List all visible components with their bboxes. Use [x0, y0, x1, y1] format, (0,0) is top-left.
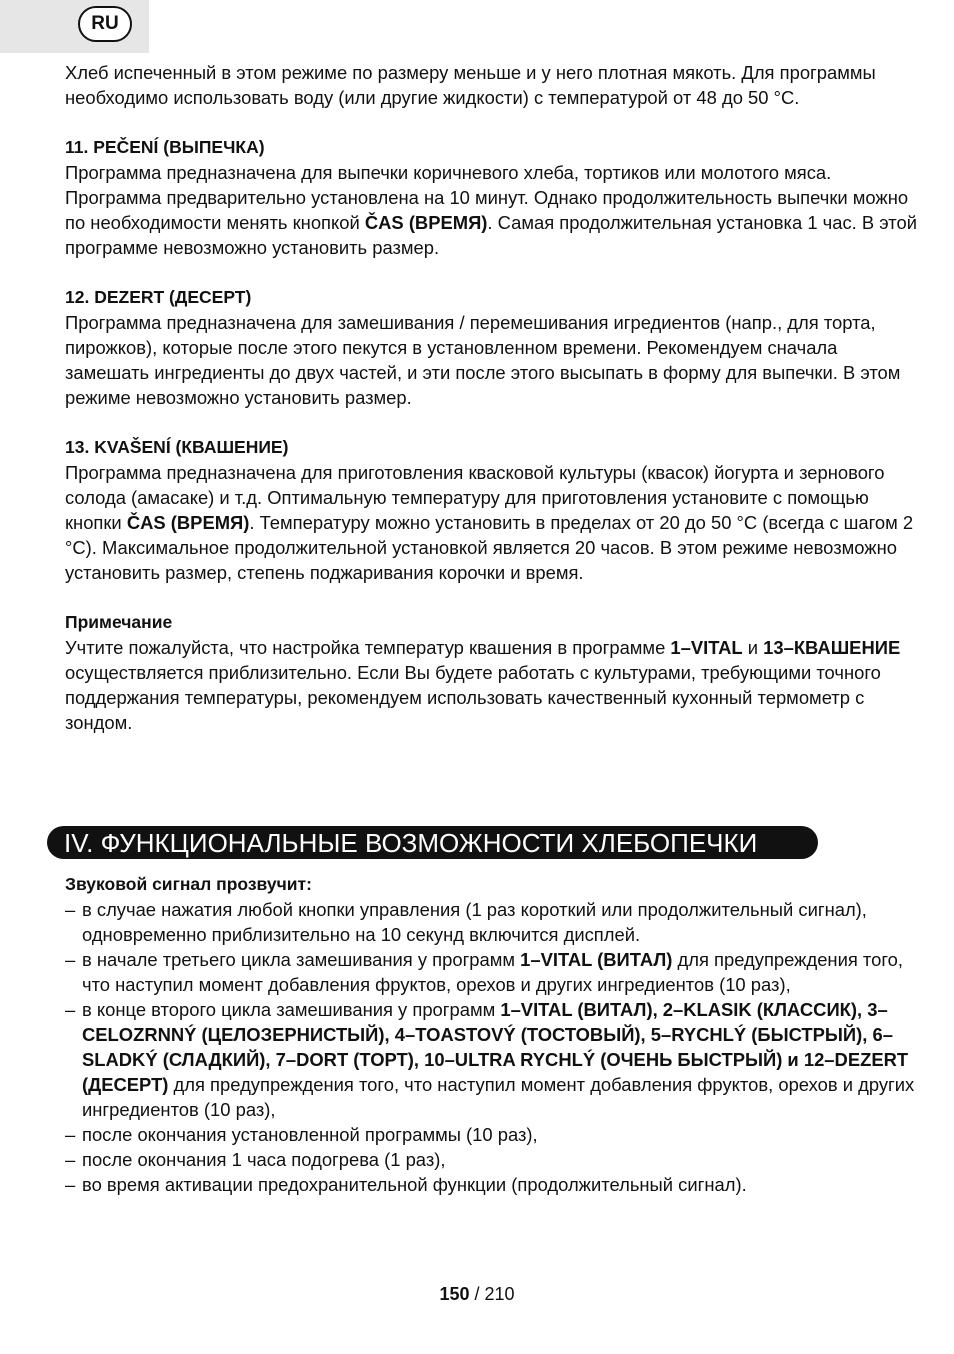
list-item: – в случае нажатия любой кнопки управления (1 раз короткий или продолжительный сигнал), одновременно приблизительно на 10 секунд включится дисплей. [65, 899, 867, 945]
list-item: – в конце второго цикла замешивания у программ 1–VITAL (ВИТАЛ), 2–KLASIK (КЛАССИК), 3–CELOZRNNÝ (ЦЕЛОЗЕРНИСТЫЙ), 4–TOASTOVÝ (ТОСТОВЫЙ), 5–RYCHLÝ (БЫСТРЫЙ), 6–SLADKÝ (СЛАДКИЙ), 7–DORT (ТОРТ), 10–ULTRA RYCHLÝ (ОЧЕНЬ БЫСТРЫЙ) и 12–DEZERT (ДЕСЕРТ) для предупреждения того, что наступил момент добавления фруктов, орехов и других ингредиентов (10 раз), [65, 999, 915, 1120]
note-title: Примечание [65, 612, 173, 632]
list-item: – после окончания 1 часа подогрева (1 раз), [65, 1149, 446, 1170]
section-11-title: 11. PEČENÍ (ВЫПЕЧКА) [65, 137, 265, 157]
section-13 [65, 435, 925, 585]
list-item: – в начале третьего цикла замешивания у программ 1–VITAL (ВИТАЛ) для предупреждения того, что наступил момент добавления фруктов, орехов и других ингредиентов (10 раз), [65, 949, 904, 995]
language-badge: RU [78, 6, 132, 42]
section-12 [65, 285, 925, 410]
section-13-title: 13. KVAŠENÍ (КВАШЕНИЕ) [65, 437, 289, 457]
note-block [65, 610, 925, 735]
page-number: 150 / 210 [439, 1284, 515, 1304]
section-iv-heading: IV. ФУНКЦИОНАЛЬНЫЕ ВОЗМОЖНОСТИ ХЛЕБОПЕЧКИ [47, 826, 818, 859]
beep-title: Звуковой сигнал прозвучит: [65, 874, 312, 894]
section-12-title: 12. DEZERT (ДЕСЕРТ) [65, 287, 252, 307]
note-text: Учтите пожалуйста, что настройка температур квашения в программе 1–VITAL и 13–КВАШЕНИЕ осуществляется приблизительно. Если Вы будете работать с культурами, требующими точного поддержания температуры, рекомендуем использовать качественный кухонный термометр с зондом. [65, 637, 901, 733]
language-tab [0, 0, 149, 53]
main-content [65, 60, 925, 760]
intro-paragraph: Хлеб испеченный в этом режиме по размеру меньше и у него плотная мякоть. Для программы необходимо использовать воду (или другие жидкости) с температурой от 48 до 50 °C. [65, 62, 876, 108]
section-11-text: Программа предназначена для выпечки коричневого хлеба, тортиков или молотого мяса. Программа предварительно установлена на 10 минут. Однако продолжительность выпечки можно по необходимости менять кнопкой ČAS (ВРЕМЯ). Самая продолжительная установка 1 час. В этой программе невозможно установить размер. [65, 162, 917, 258]
beep-section [65, 872, 925, 1197]
section-13-text: Программа предназначена для приготовления квасковой культуры (квасок) йогурта и зернового солода (амасаке) и т.д. Оптимальную температуру для приготовления установите с помощью кнопки ČAS (ВРЕМЯ). Температуру можно установить в пределах от 20 до 50 °C (всегда с шагом 2 °C). Максимальное продолжительной установкой является 20 часов. В этом режиме невозможно установить размер, степень поджаривания корочки и время. [65, 462, 914, 583]
list-item: – во время активации предохранительной функции (продолжительный сигнал). [65, 1174, 747, 1195]
section-11 [65, 135, 925, 260]
section-12-text: Программа предназначена для замешивания / перемешивания игредиентов (напр., для торта, пирожков), которые после этого пекутся в установленном времени. Рекомендуем сначала замешать ингредиенты до двух частей, и эти после этого высыпать в форму для выпечки. В этом режиме невозможно установить размер. [65, 312, 901, 408]
list-item: – после окончания установленной программы (10 раз), [65, 1124, 538, 1145]
